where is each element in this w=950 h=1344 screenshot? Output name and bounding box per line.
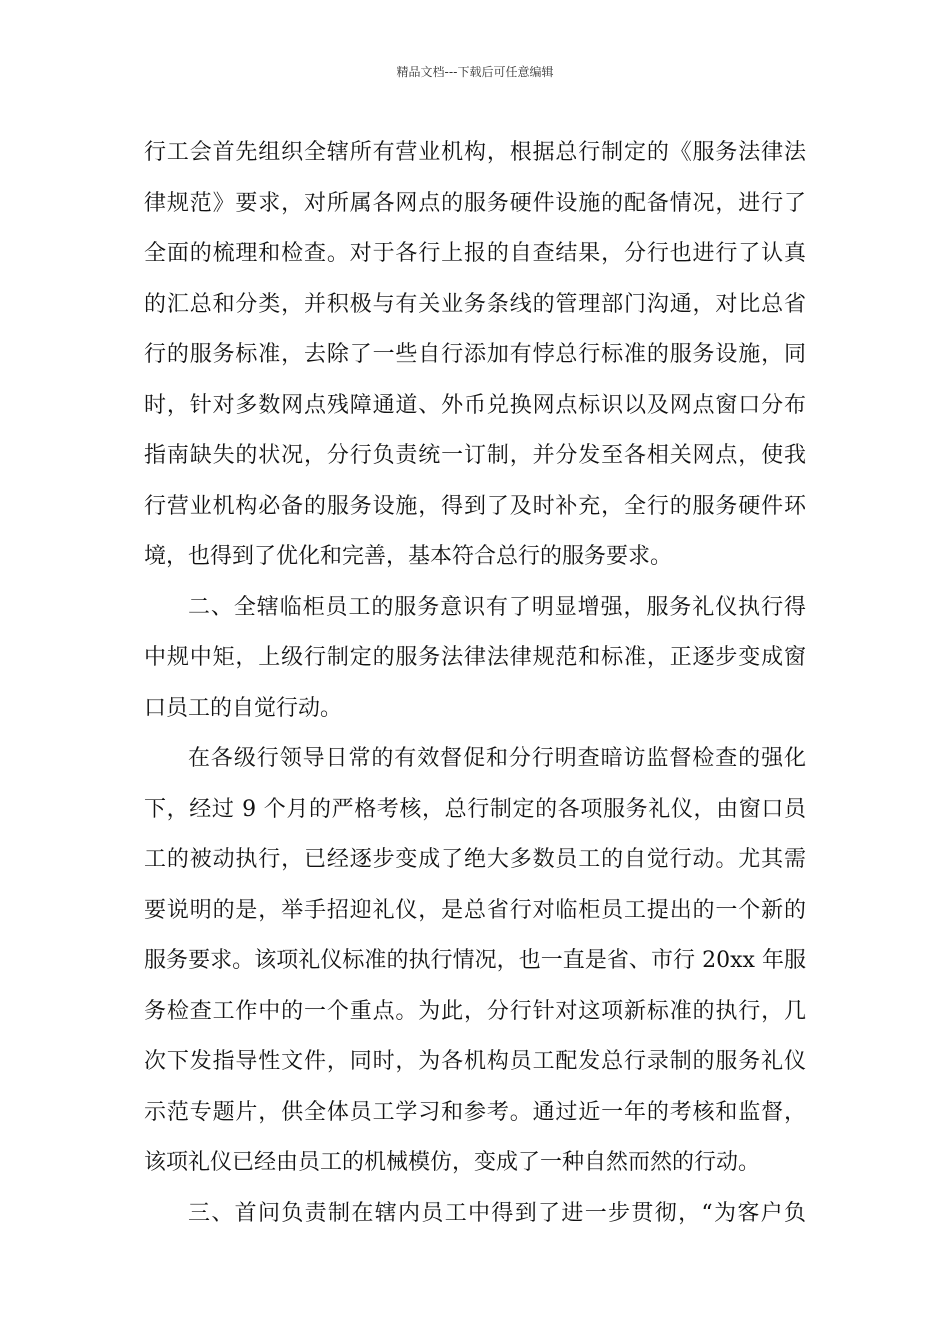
text-line: 服务要求。该项礼仪标准的执行情况，也一直是省、市行 20xx 年服 (144, 948, 806, 973)
document-body (144, 128, 806, 1239)
text-line: 工的被动执行，已经逐步变成了绝大多数员工的自觉行动。尤其需 (144, 847, 806, 872)
text-line: 的汇总和分类，并积极与有关业务条线的管理部门沟通，对比总省 (144, 291, 806, 317)
text-line: 律规范》要求，对所属各网点的服务硬件设施的配备情况，进行了 (144, 190, 806, 216)
text-line: 境，也得到了优化和完善，基本符合总行的服务要求。 (144, 544, 673, 569)
text-line: 指南缺失的状况，分行负责统一订制，并分发至各相关网点，使我 (144, 443, 806, 468)
section-heading-line: 三、首问负责制在辖内员工中得到了进一步贯彻，“为客户负 (188, 1200, 806, 1226)
text-line: 行工会首先组织全辖所有营业机构，根据总行制定的《服务法律法 (144, 140, 806, 165)
text-line: 要说明的是，举手招迎礼仪，是总省行对临柜员工提出的一个新的 (144, 897, 806, 923)
text-line: 次下发指导性文件，同时，为各机构员工配发总行录制的服务礼仪 (144, 1049, 806, 1074)
text-line: 中规中矩，上级行制定的服务法律法律规范和标准，正逐步变成窗 (144, 645, 806, 670)
section-heading-line: 二、全辖临柜员工的服务意识有了明显增强，服务礼仪执行得 (188, 594, 806, 620)
text-line: 示范专题片，供全体员工学习和参考。通过近一年的考核和监督， (144, 1099, 806, 1125)
paragraph-first-line: 在各级行领导日常的有效督促和分行明查暗访监督检查的强化 (188, 746, 806, 771)
text-line: 全面的梳理和检查。对于各行上报的自查结果，分行也进行了认真 (144, 241, 806, 266)
text-line: 该项礼仪已经由员工的机械模仿，变成了一种自然而然的行动。 (144, 1150, 761, 1175)
text-line: 下，经过 9 个月的严格考核，总行制定的各项服务礼仪，由窗口员 (144, 796, 806, 822)
text-line: 行的服务标准，去除了一些自行添加有悖总行标准的服务设施，同 (144, 342, 806, 367)
page-header: 精品文档---下载后可任意编辑 (396, 65, 554, 79)
text-line: 时，针对多数网点残障通道、外币兑换网点标识以及网点窗口分布 (144, 392, 806, 418)
text-line: 务检查工作中的一个重点。为此，分行针对这项新标准的执行，几 (144, 998, 806, 1024)
text-line: 行营业机构必备的服务设施，得到了及时补充，全行的服务硬件环 (144, 493, 806, 519)
text-line: 口员工的自觉行动。 (144, 695, 343, 721)
